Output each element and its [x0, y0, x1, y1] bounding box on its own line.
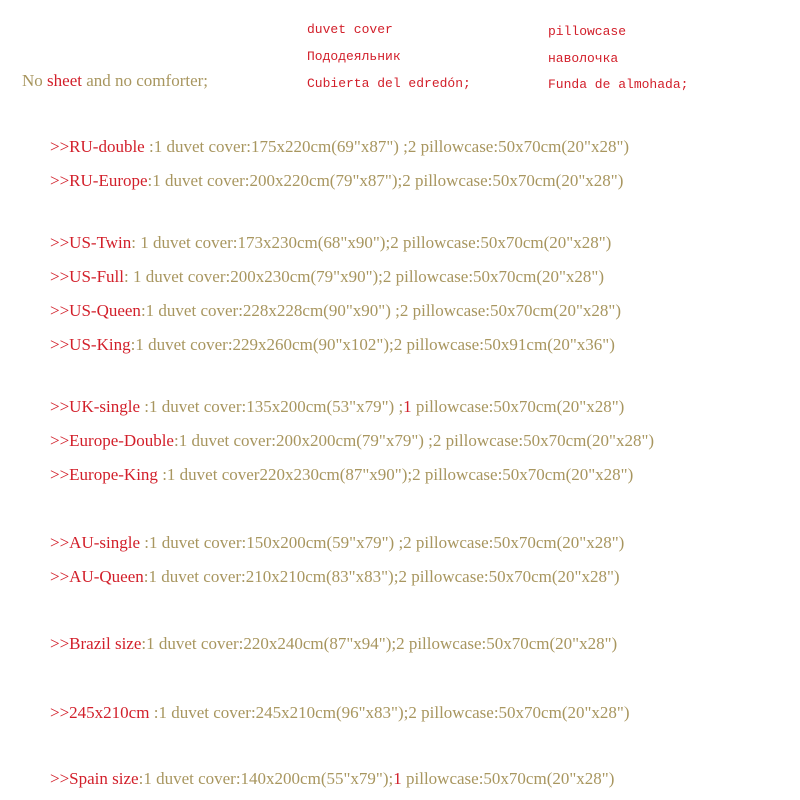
duvet-description: duvet cover:210x210cm(83"x83");: [157, 567, 399, 586]
size-separator: :: [123, 267, 133, 286]
duvet-quantity: 1: [146, 634, 155, 653]
size-separator: :: [157, 465, 167, 484]
intro-sheet-word: sheet: [47, 71, 82, 90]
size-name: >>US-King: [50, 335, 131, 354]
size-name: >>Spain size: [50, 769, 139, 788]
size-line: [50, 634, 617, 654]
duvet-description: duvet cover:200x230cm(79"x90");: [141, 267, 383, 286]
size-separator: :: [140, 397, 149, 416]
duvet-cover-label-ru: Пододеяльник: [307, 49, 401, 64]
pillowcase-description: pillowcase:50x70cm(20"x28"): [416, 703, 630, 722]
pillowcase-label-ru: наволочка: [548, 51, 619, 66]
duvet-description: duvet cover:150x200cm(59"x79") ;: [157, 533, 404, 552]
size-line: [50, 533, 624, 553]
pillowcase-description: pillowcase:50x70cm(20"x28"): [408, 301, 622, 320]
size-name: >>RU-Europe: [50, 171, 148, 190]
pillowcase-description: pillowcase:50x70cm(20"x28"): [404, 634, 618, 653]
size-line: [50, 137, 629, 157]
duvet-quantity: 1: [152, 171, 161, 190]
duvet-description: duvet cover:245x210cm(96"x83");: [166, 703, 409, 722]
duvet-description: duvet cover:140x200cm(55"x79");: [151, 769, 394, 788]
size-separator: :: [140, 533, 149, 552]
duvet-description: duvet cover:175x220cm(69"x87") ;: [162, 137, 408, 156]
pillowcase-quantity: 2: [432, 431, 442, 450]
size-name: >>AU-single: [50, 533, 140, 552]
pillowcase-description: pillowcase:50x70cm(20"x28"): [411, 533, 625, 552]
size-line: [50, 703, 630, 723]
pillowcase-quantity: 2: [396, 634, 405, 653]
duvet-description: duvet cover:229x260cm(90"x102");: [143, 335, 394, 354]
size-separator: :: [141, 634, 147, 653]
pillowcase-description: pillowcase:50x70cm(20"x28"): [401, 769, 615, 788]
duvet-quantity: 1: [148, 567, 157, 586]
pillowcase-quantity: 2: [407, 137, 417, 156]
size-name: >>245x210cm: [50, 703, 150, 722]
pillowcase-quantity: 1: [403, 397, 412, 416]
size-separator: :: [130, 335, 136, 354]
size-separator: :: [173, 431, 179, 450]
duvet-quantity: 1: [153, 137, 163, 156]
pillowcase-description: pillowcase:50x70cm(20"x28"): [411, 397, 625, 416]
pillowcase-quantity: 2: [412, 465, 421, 484]
size-name: >>AU-Queen: [50, 567, 144, 586]
duvet-description: duvet cover:200x220cm(79"x87");: [160, 171, 403, 190]
size-line: [50, 171, 623, 191]
duvet-quantity: 1: [178, 431, 188, 450]
pillowcase-quantity: 2: [393, 335, 403, 354]
size-name: >>Europe-King: [50, 465, 158, 484]
size-line: [50, 267, 604, 287]
intro-note: [22, 71, 208, 91]
pillowcase-quantity: 2: [399, 301, 409, 320]
pillowcase-description: pillowcase:50x70cm(20"x28"): [416, 137, 630, 156]
size-separator: :: [140, 301, 146, 320]
pillowcase-quantity: 2: [398, 567, 407, 586]
size-line: [50, 567, 620, 587]
duvet-description: duvet cover:173x230cm(68"x90");: [148, 233, 391, 252]
size-name: >>Europe-Double: [50, 431, 174, 450]
size-separator: :: [149, 703, 159, 722]
pillowcase-quantity: 1: [393, 769, 402, 788]
duvet-quantity: 1: [145, 301, 155, 320]
duvet-description: duvet cover:220x240cm(87"x94");: [154, 634, 397, 653]
pillowcase-description: pillowcase:50x70cm(20"x28"): [441, 431, 655, 450]
size-line: [50, 301, 621, 321]
duvet-description: duvet cover:135x200cm(53"x79") ;: [157, 397, 404, 416]
size-name: >>UK-single: [50, 397, 140, 416]
size-name: >>Brazil size: [50, 634, 142, 653]
size-name: >>US-Twin: [50, 233, 132, 252]
duvet-quantity: 1: [148, 533, 158, 552]
size-line: [50, 233, 611, 253]
duvet-quantity: 1: [143, 769, 152, 788]
size-line: [50, 335, 615, 355]
pillowcase-description: pillowcase:50x70cm(20"x28"): [391, 267, 605, 286]
duvet-description: duvet cover220x230cm(87"x90");: [175, 465, 413, 484]
size-line: [50, 397, 624, 417]
pillowcase-label-en: pillowcase: [548, 24, 627, 39]
pillowcase-quantity: 2: [390, 233, 399, 252]
duvet-quantity: 1: [166, 465, 176, 484]
size-line: [50, 769, 614, 789]
duvet-description: duvet cover:200x200cm(79"x79") ;: [187, 431, 433, 450]
pillowcase-description: pillowcase:50x70cm(20"x28"): [410, 171, 624, 190]
pillowcase-quantity: 2: [382, 267, 392, 286]
duvet-quantity: 1: [140, 233, 149, 252]
size-line: [50, 431, 654, 451]
pillowcase-description: pillowcase:50x70cm(20"x28"): [420, 465, 634, 484]
intro-part2: and no comforter;: [81, 71, 209, 90]
size-name: >>RU-double: [50, 137, 145, 156]
duvet-quantity: 1: [148, 397, 158, 416]
duvet-cover-label-es: Cubierta del edredón;: [307, 76, 471, 91]
pillowcase-description: pillowcase:50x91cm(20"x36"): [402, 335, 615, 354]
duvet-quantity: 1: [135, 335, 144, 354]
size-separator: :: [143, 567, 149, 586]
size-line: [50, 465, 633, 485]
intro-part1: No: [22, 71, 48, 90]
size-separator: :: [138, 769, 144, 788]
pillowcase-description: pillowcase:50x70cm(20"x28"): [398, 233, 612, 252]
size-name: >>US-Queen: [50, 301, 141, 320]
duvet-quantity: 1: [132, 267, 142, 286]
pillowcase-description: pillowcase:50x70cm(20"x28"): [406, 567, 620, 586]
size-separator: :: [144, 137, 154, 156]
pillowcase-quantity: 2: [408, 703, 417, 722]
duvet-description: duvet cover:228x228cm(90"x90") ;: [154, 301, 400, 320]
size-separator: :: [147, 171, 153, 190]
pillowcase-quantity: 2: [403, 533, 412, 552]
size-separator: :: [131, 233, 141, 252]
size-name: >>US-Full: [50, 267, 124, 286]
pillowcase-quantity: 2: [402, 171, 411, 190]
duvet-quantity: 1: [158, 703, 167, 722]
pillowcase-label-es: Funda de almohada;: [548, 77, 689, 92]
duvet-cover-label-en: duvet cover: [307, 22, 393, 37]
